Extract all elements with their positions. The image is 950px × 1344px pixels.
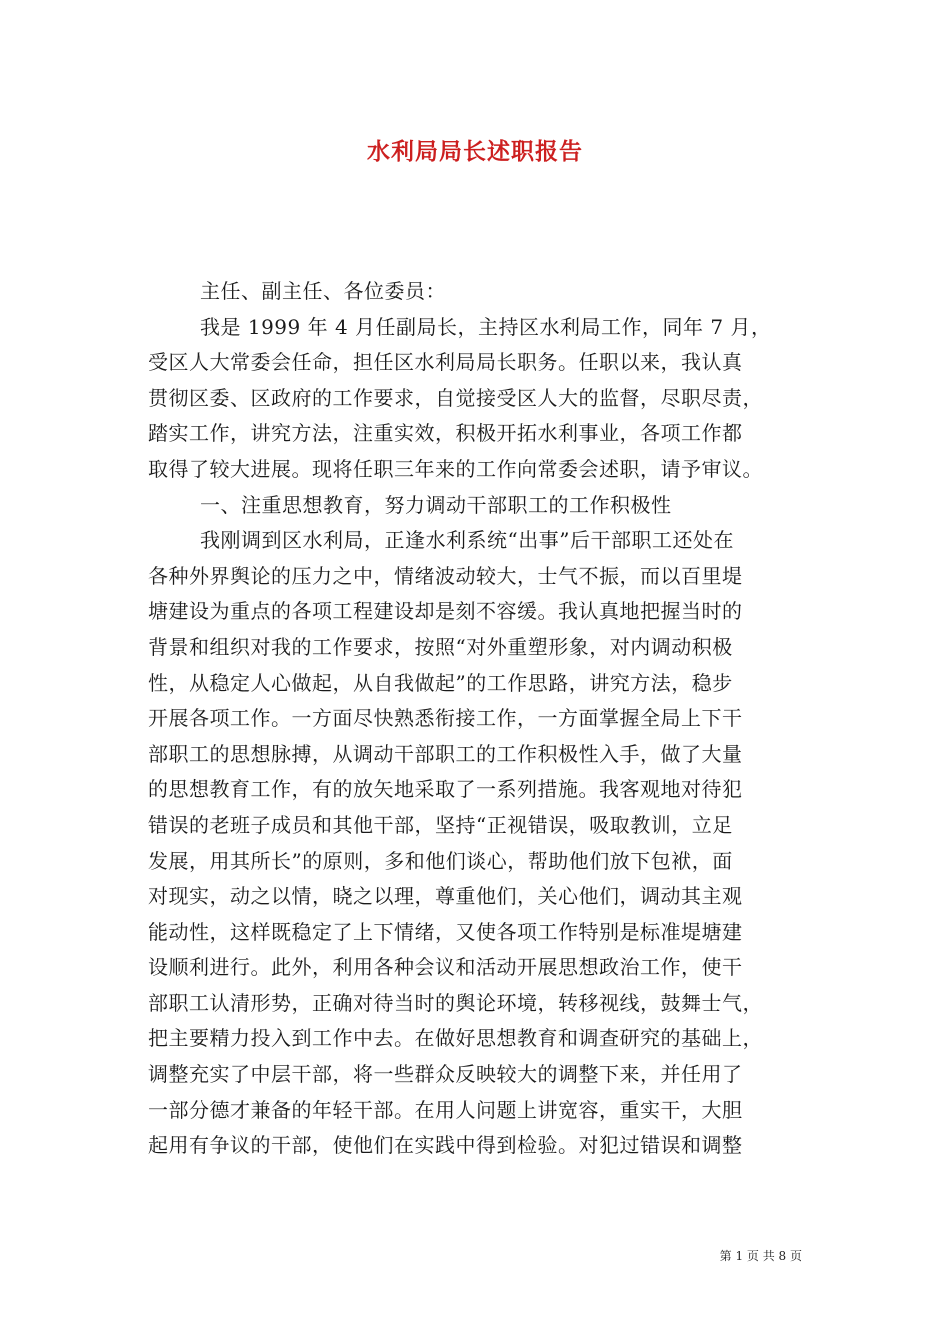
- paragraph-line: 错误的老班子成员和其他干部，坚持“正视错误，吸取教训，立足: [148, 812, 733, 837]
- paragraph-line: 调整充实了中层干部，将一些群众反映较大的调整下来，并任用了: [148, 1062, 743, 1087]
- paragraph-line: 受区人大常委会任命，担任区水利局局长职务。任职以来，我认真: [148, 350, 743, 375]
- paragraph-line: 取得了较大进展。现将任职三年来的工作向常委会述职，请予审议。: [148, 456, 763, 481]
- paragraph-line: 塘建设为重点的各项工程建设却是刻不容缓。我认真地把握当时的: [148, 599, 743, 624]
- paragraph-line: 一部分德才兼备的年轻干部。在用人问题上讲宽容，重实干，大胆: [148, 1097, 743, 1122]
- paragraph-line: 贯彻区委、区政府的工作要求，自觉接受区人大的监督，尽职尽责，: [148, 385, 763, 410]
- paragraph-line: 部职工认清形势，正确对待当时的舆论环境，转移视线，鼓舞士气，: [148, 990, 763, 1015]
- paragraph-line: 部职工的思想脉搏，从调动干部职工的工作积极性入手，做了大量: [148, 741, 743, 766]
- paragraph-line: 发展，用其所长”的原则，多和他们谈心，帮助他们放下包袱，面: [148, 848, 733, 873]
- document-body: [148, 274, 810, 1164]
- paragraph-line: 起用有争议的干部，使他们在实践中得到检验。对犯过错误和调整: [148, 1133, 743, 1158]
- paragraph-line: 背景和组织对我的工作要求，按照“对外重塑形象，对内调动积极: [148, 634, 733, 659]
- paragraph-line: 的思想教育工作，有的放矢地采取了一系列措施。我客观地对待犯: [148, 777, 743, 802]
- document-title: 水利局局长述职报告: [367, 138, 583, 165]
- paragraph-line: 把主要精力投入到工作中去。在做好思想教育和调查研究的基础上，: [148, 1026, 763, 1051]
- page-number-footer: 第 1 页 共 8 页: [719, 1249, 802, 1263]
- paragraph-line: 各种外界舆论的压力之中，情绪波动较大，士气不振，而以百里堤: [148, 563, 743, 588]
- paragraph-line: 开展各项工作。一方面尽快熟悉衔接工作，一方面掌握全局上下干: [148, 706, 743, 731]
- paragraph-line: 对现实，动之以情，晓之以理，尊重他们，关心他们，调动其主观: [148, 884, 743, 909]
- paragraph-line: 设顺利进行。此外，利用各种会议和活动开展思想政治工作，使干: [148, 955, 743, 980]
- section-heading: 一、注重思想教育，努力调动干部职工的工作积极性: [200, 492, 672, 517]
- paragraph-line: 能动性，这样既稳定了上下情绪，又使各项工作特别是标准堤塘建: [148, 919, 743, 944]
- salutation-line: 主任、副主任、各位委员：: [200, 279, 446, 303]
- paragraph-line: 我是 1999 年 4 月任副局长，主持区水利局工作，同年 7 月，: [200, 314, 772, 339]
- paragraph-line: 性，从稳定人心做起，从自我做起”的工作思路，讲究方法，稳步: [148, 670, 733, 695]
- paragraph-line: 我刚调到区水利局，正逢水利系统“出事”后干部职工还处在: [200, 528, 734, 553]
- paragraph-line: 踏实工作，讲究方法，注重实效，积极开拓水利事业，各项工作都: [148, 421, 743, 446]
